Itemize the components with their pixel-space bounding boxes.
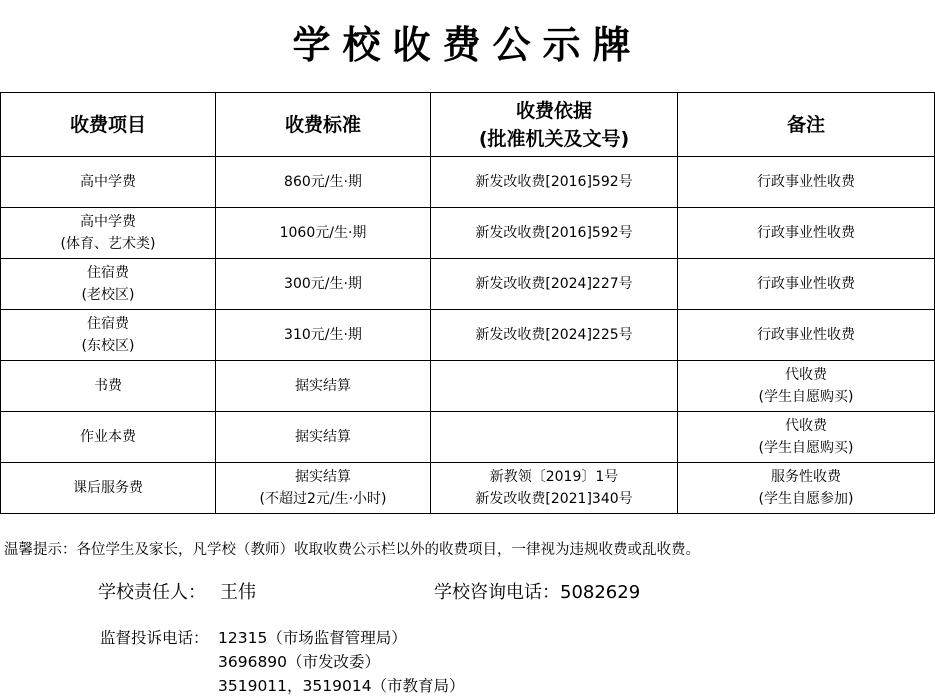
cell-fee-basis: [431, 310, 678, 361]
notice-text: 温馨提示：各位学生及家长，凡学校（教师）收取收费公示栏以外的收费项目，一律视为违规收费或乱收费。: [4, 542, 700, 558]
cell-line: 新教领〔2019〕1号: [489, 469, 619, 485]
cell-line: 新发改收费[2016]592号: [475, 225, 633, 241]
cell-fee-item: [1, 259, 216, 310]
fee-table: [0, 92, 935, 514]
cell-remark: [678, 412, 935, 463]
complaint-line: 3696890（市发改委）: [218, 653, 381, 671]
responsible-person: [98, 578, 256, 604]
cell-line: 新发改收费[2024]227号: [475, 276, 633, 292]
cell-fee-basis: [431, 412, 678, 463]
cell-line: 1060元/生·期: [279, 225, 367, 241]
cell-line: 行政事业性收费: [757, 174, 855, 190]
table-row: [1, 259, 935, 310]
cell-line: (学生自愿购买): [758, 389, 854, 405]
cell-line: (老校区): [81, 287, 135, 303]
header-line: 收费项目: [69, 113, 146, 136]
cell-fee-standard: [216, 208, 431, 259]
cell-line: 课后服务费: [73, 480, 143, 496]
header-fee-item: [1, 93, 216, 157]
cell-line: (不超过2元/生·小时): [259, 491, 387, 507]
cell-fee-basis: [431, 259, 678, 310]
header-remark: [678, 93, 935, 157]
cell-fee-item: [1, 361, 216, 412]
cell-remark: [678, 310, 935, 361]
cell-fee-standard: [216, 310, 431, 361]
header-fee-basis: [431, 93, 678, 157]
table-body: [1, 157, 935, 514]
cell-remark: [678, 259, 935, 310]
cell-line: 860元/生·期: [284, 174, 362, 190]
responsible-label: 学校责任人：: [98, 582, 206, 603]
complaint-line: 12315（市场监督管理局）: [218, 629, 407, 647]
header-fee-standard: [216, 93, 431, 157]
cell-fee-item: [1, 310, 216, 361]
cell-line: 高中学费: [80, 214, 136, 230]
cell-fee-basis: [431, 157, 678, 208]
cell-line: 代收费: [785, 418, 827, 434]
cell-line: (学生自愿参加): [758, 491, 854, 507]
cell-line: 300元/生·期: [284, 276, 362, 292]
table-row: [1, 157, 935, 208]
cell-line: (体育、艺术类): [60, 236, 156, 252]
cell-fee-standard: [216, 361, 431, 412]
cell-line: 新发改收费[2021]340号: [475, 491, 633, 507]
cell-line: 服务性收费: [771, 469, 841, 485]
complaint-label: 监督投诉电话：: [100, 629, 209, 647]
cell-fee-standard: [216, 463, 431, 514]
cell-fee-standard: [216, 157, 431, 208]
cell-remark: [678, 157, 935, 208]
cell-line: 行政事业性收费: [757, 225, 855, 241]
cell-line: (东校区): [81, 338, 135, 354]
cell-remark: [678, 208, 935, 259]
table-row: [1, 412, 935, 463]
cell-fee-basis: [431, 463, 678, 514]
cell-fee-item: [1, 412, 216, 463]
cell-remark: [678, 361, 935, 412]
consult-number: 5082629: [560, 582, 641, 603]
table-row: [1, 361, 935, 412]
table-row: [1, 463, 935, 514]
cell-line: (学生自愿购买): [758, 440, 854, 456]
cell-line: 住宿费: [87, 316, 129, 332]
cell-line: 高中学费: [80, 174, 136, 190]
cell-line: 作业本费: [80, 429, 136, 445]
cell-line: 代收费: [785, 367, 827, 383]
cell-line: 据实结算: [295, 429, 351, 445]
cell-line: 行政事业性收费: [757, 327, 855, 343]
consult-phone: [434, 578, 640, 604]
cell-fee-basis: [431, 208, 678, 259]
cell-line: 书费: [94, 378, 122, 394]
cell-fee-standard: [216, 259, 431, 310]
complaint-phones: [100, 626, 465, 698]
cell-remark: [678, 463, 935, 514]
cell-line: 310元/生·期: [284, 327, 362, 343]
cell-fee-standard: [216, 412, 431, 463]
header-line: 收费标准: [284, 113, 361, 136]
table-row: [1, 208, 935, 259]
cell-fee-item: [1, 463, 216, 514]
header-line: 收费依据: [515, 99, 592, 122]
header-line: 备注: [786, 113, 825, 136]
cell-fee-item: [1, 208, 216, 259]
page-title: 学校收费公示牌: [292, 23, 643, 67]
cell-fee-item: [1, 157, 216, 208]
consult-label: 学校咨询电话：: [434, 582, 560, 603]
cell-line: 据实结算: [295, 378, 351, 394]
responsible-name: 王伟: [220, 582, 256, 603]
complaint-line: 3519011，3519014（市教育局）: [218, 677, 465, 695]
header-line: (批准机关及文号): [478, 127, 630, 150]
cell-line: 行政事业性收费: [757, 276, 855, 292]
cell-fee-basis: [431, 361, 678, 412]
table-header-row: [1, 93, 935, 157]
table-row: [1, 310, 935, 361]
cell-line: 据实结算: [295, 469, 351, 485]
cell-line: 住宿费: [87, 265, 129, 281]
cell-line: 新发改收费[2016]592号: [475, 174, 633, 190]
cell-line: 新发改收费[2024]225号: [475, 327, 633, 343]
